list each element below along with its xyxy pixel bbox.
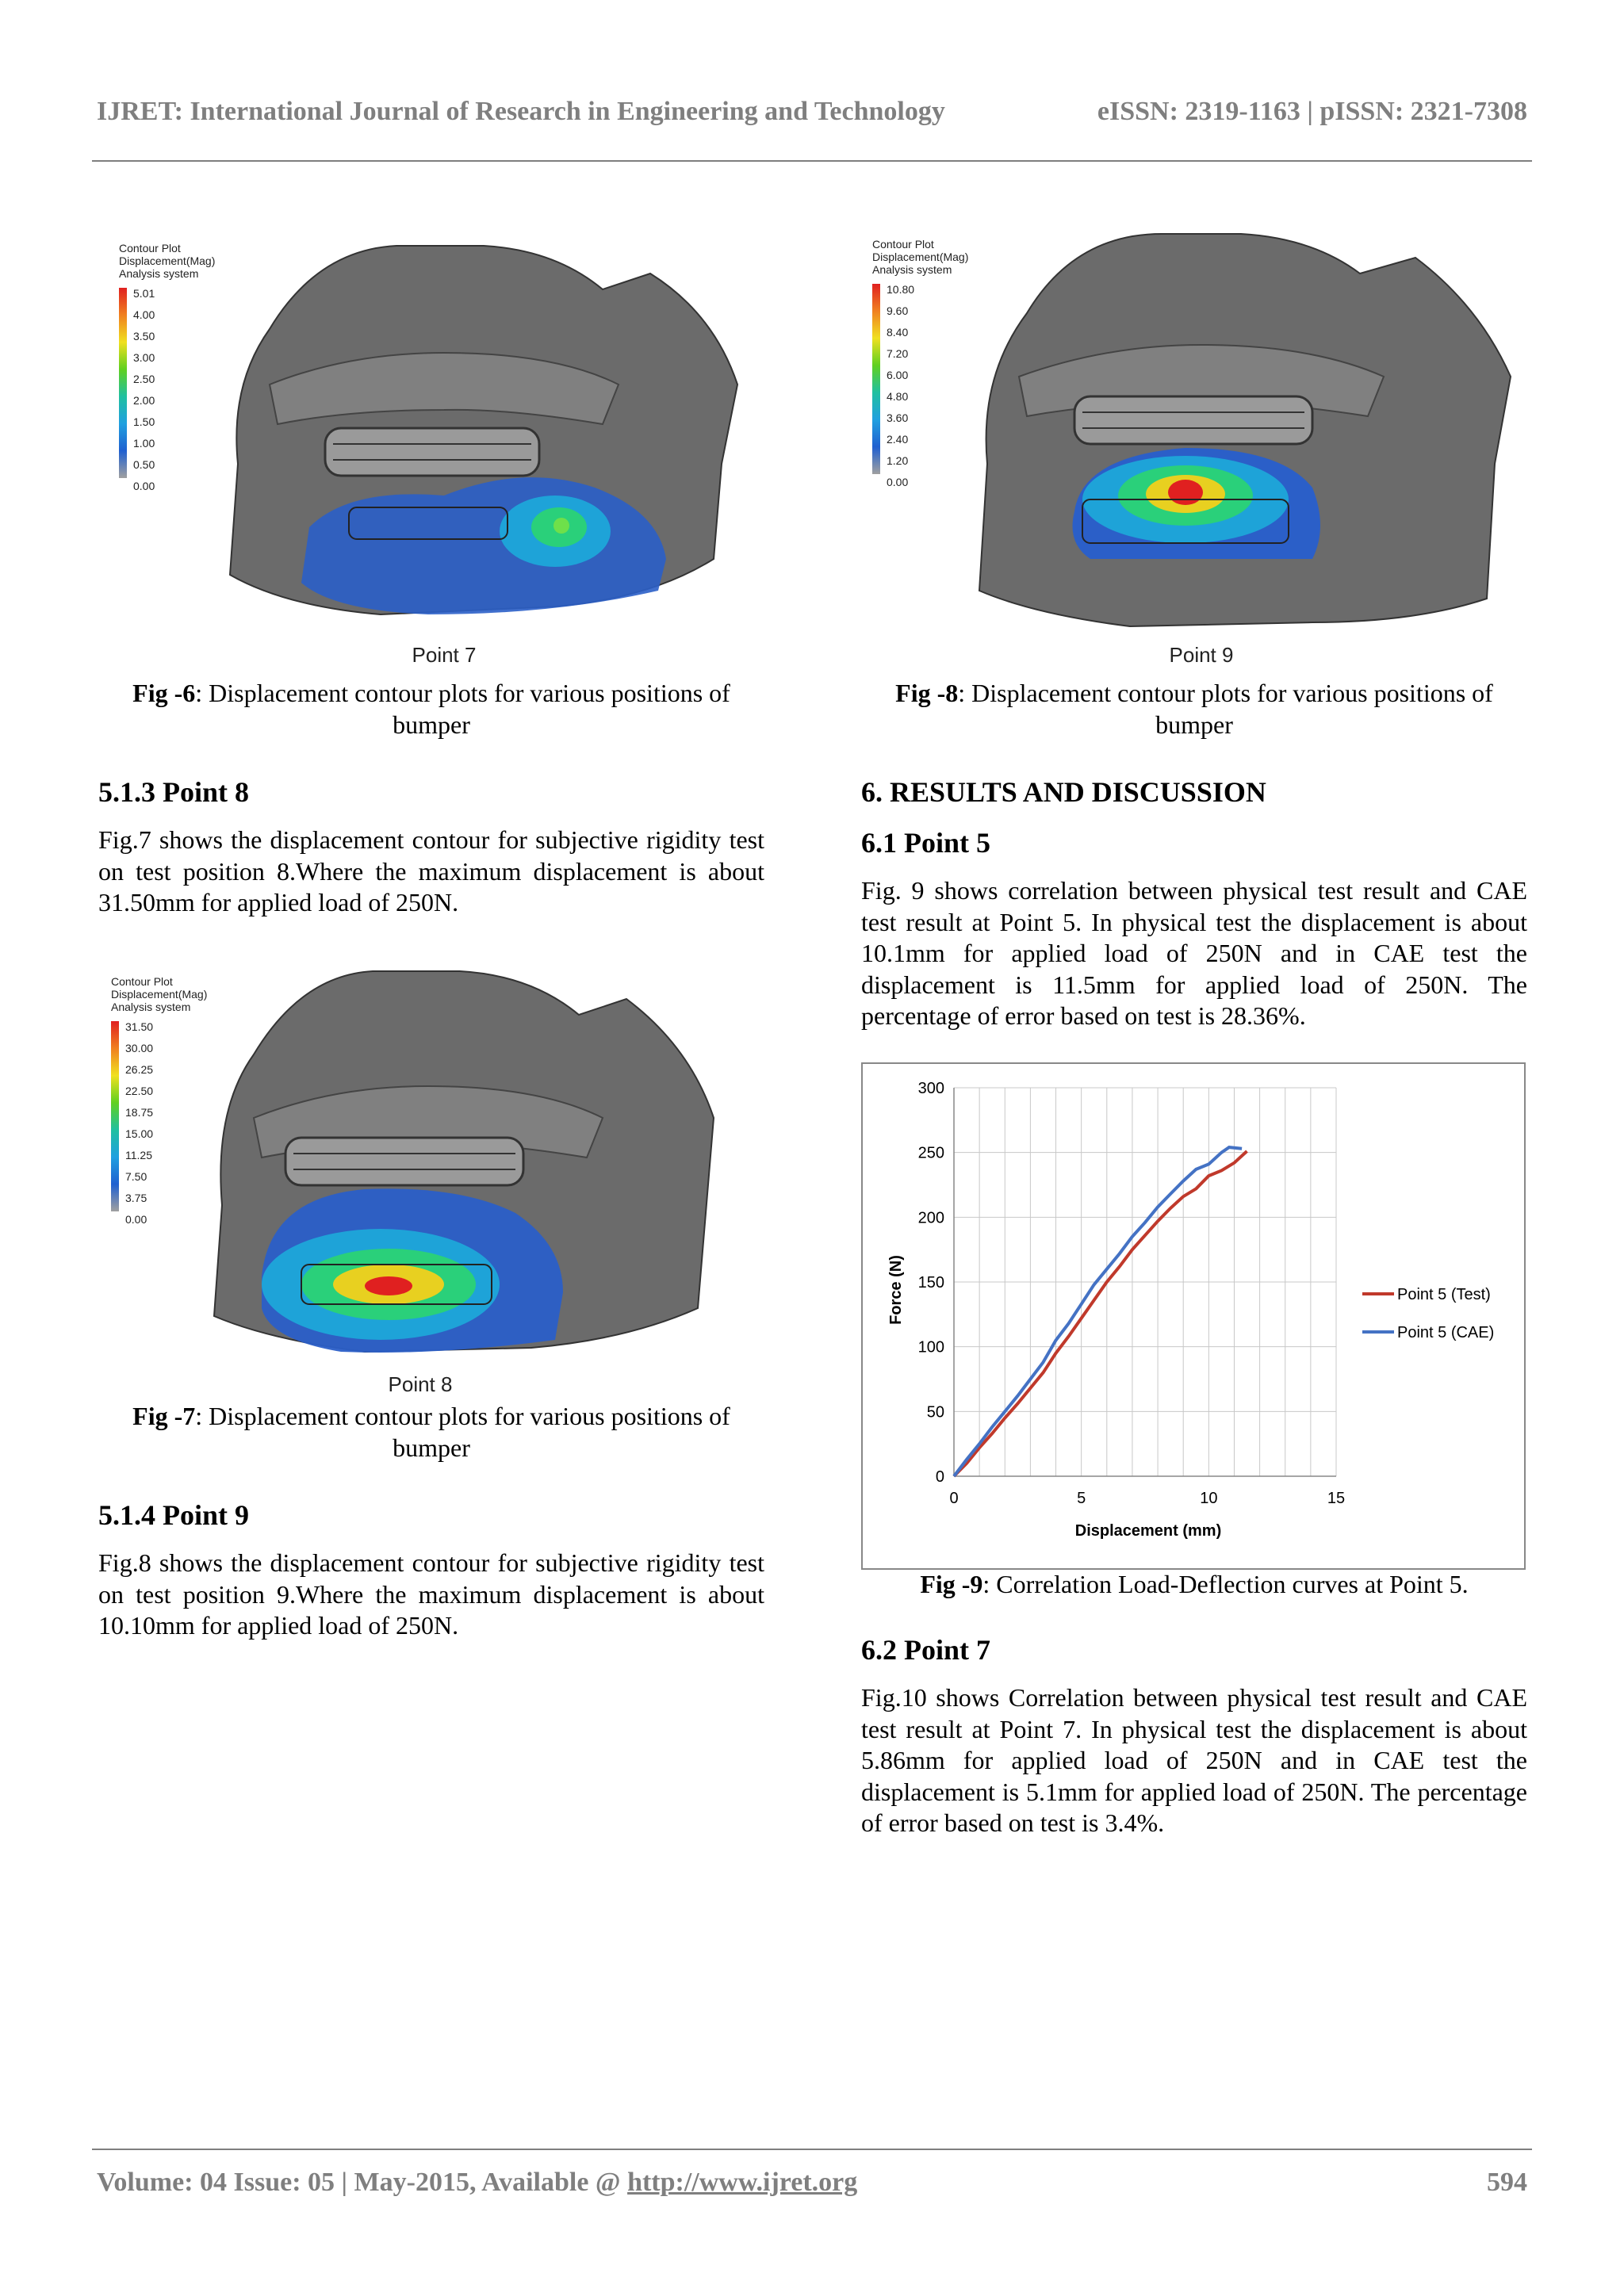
fig7-caption-text: : Displacement contour plots for various positions of bumper — [195, 1402, 730, 1462]
fig6-legend-value: 1.00 — [133, 437, 155, 450]
fig8-legend-value: 4.80 — [887, 390, 909, 403]
y-tick-label: 50 — [926, 1403, 944, 1422]
section-heading-514: 5.1.4 Point 9 — [98, 1499, 250, 1531]
fig7-legend-value: 15.00 — [125, 1127, 154, 1140]
fig8-legend-value: 0.00 — [887, 476, 909, 488]
fig8-legend-value: 9.60 — [887, 304, 909, 317]
fig8-legend-value: 1.20 — [887, 454, 909, 467]
y-axis-label: Force (N) — [887, 1255, 905, 1325]
fig8-legend-title-2: Displacement(Mag) — [872, 251, 969, 263]
fig8-caption — [861, 677, 1527, 740]
fig6-legend — [119, 242, 230, 497]
fig7-image — [103, 959, 753, 1403]
fig8-legend-value: 6.00 — [887, 369, 909, 381]
fig7-legend-value: 26.25 — [125, 1063, 154, 1076]
fig6-legend-title-3: Analysis system — [119, 267, 199, 280]
fig7-legend-value: 22.50 — [125, 1085, 154, 1097]
x-tick-label: 5 — [1077, 1490, 1086, 1507]
y-tick-label: 0 — [935, 1468, 944, 1486]
fig6-legend-value: 2.50 — [133, 373, 155, 385]
load-deflection-chart — [863, 1064, 1524, 1568]
fig9-caption — [861, 1568, 1527, 1600]
fig6-legend-value: 0.50 — [133, 458, 155, 471]
fig7-image-label: Point 8 — [388, 1372, 453, 1396]
fig9-caption-num: Fig -9 — [920, 1570, 983, 1598]
fig6-legend-value: 0.00 — [133, 480, 155, 492]
section-text-61: Fig. 9 shows correlation between physical test result and CAE test result at Point 5. In physical test the displacement is about 10.1mm for applied load of 250N and in CAE test the displacement is 11.5mm for applied load of 250N. The percentage of error based on test is 28.36%. — [861, 876, 1527, 1030]
section-heading-513: 5.1.3 Point 8 — [98, 776, 250, 808]
fig7-legend — [111, 975, 222, 1230]
x-tick-label: 10 — [1200, 1490, 1218, 1507]
fig6-caption — [98, 677, 764, 740]
section-text-62: Fig.10 shows Correlation between physical test result and CAE test result at Point 7. In physical test the displacement is about 5.86mm for applied load of 250N and in CAE test the displacement is 5.1mm for applied load of 250N. The percentage of error based on test is 3.4%. — [861, 1683, 1527, 1837]
header-rule — [92, 160, 1532, 162]
fig6-image — [111, 226, 745, 670]
fig6-image-label: Point 7 — [412, 643, 477, 667]
fig7-legend-value: 3.75 — [125, 1192, 147, 1204]
fig7-legend-value: 0.00 — [125, 1213, 147, 1226]
section-heading-62: 6.2 Point 7 — [861, 1634, 991, 1666]
fig7-legend-title-3: Analysis system — [111, 1001, 191, 1013]
fig8-image-label: Point 9 — [1169, 643, 1234, 667]
fig8-caption-text: : Displacement contour plots for various positions of bumper — [958, 679, 1493, 739]
fig7-legend-value: 30.00 — [125, 1042, 154, 1054]
fig7-legend-value: 31.50 — [125, 1020, 154, 1033]
fig6-caption-text: : Displacement contour plots for various positions of bumper — [195, 679, 730, 739]
page-footer — [97, 2168, 1527, 2198]
page-number: 594 — [1487, 2168, 1527, 2197]
fig8-legend — [872, 238, 983, 493]
fig6-legend-value: 2.00 — [133, 394, 155, 407]
fig8-legend-value: 2.40 — [887, 433, 909, 446]
x-tick-label: 0 — [949, 1490, 959, 1507]
fig6-legend-value: 3.00 — [133, 351, 155, 364]
section-text-514: Fig.8 shows the displacement contour for subjective rigidity test on test position 9.Where the maximum displacement is about 10.10mm for applied load of 250N. — [98, 1548, 764, 1640]
fig7-legend-title-2: Displacement(Mag) — [111, 988, 208, 1001]
legend-label-2: Point 5 (CAE) — [1397, 1324, 1495, 1341]
footer-rule — [92, 2149, 1532, 2150]
fig9-caption-text: : Correlation Load-Deflection curves at Point 5. — [982, 1570, 1469, 1598]
fig8-legend-title-1: Contour Plot — [872, 238, 934, 251]
section-heading-6: 6. RESULTS AND DISCUSSION — [861, 776, 1266, 808]
fig8-legend-value: 3.60 — [887, 411, 909, 424]
fig7-legend-title-1: Contour Plot — [111, 975, 173, 988]
section-heading-61: 6.1 Point 5 — [861, 827, 991, 859]
fig7-legend-value: 18.75 — [125, 1106, 154, 1119]
fig7-legend-value: 11.25 — [125, 1149, 152, 1161]
fig9-chart — [861, 1062, 1526, 1570]
fig8-legend-value: 7.20 — [887, 347, 909, 360]
y-tick-label: 150 — [917, 1274, 944, 1292]
fig6-legend-value: 3.50 — [133, 330, 155, 342]
fig6-legend-value: 4.00 — [133, 308, 155, 321]
footer-volume: Volume: 04 Issue: 05 | May-2015, Available @ — [97, 2168, 628, 2197]
issn: eISSN: 2319-1163 | pISSN: 2321-7308 — [1097, 97, 1527, 126]
series-line-1 — [954, 1151, 1247, 1476]
fig6-caption-num: Fig -6 — [132, 679, 196, 707]
x-axis-label: Displacement (mm) — [1074, 1522, 1222, 1540]
fig7-caption — [98, 1400, 764, 1464]
fig6-legend-value: 1.50 — [133, 415, 155, 428]
footer-link[interactable]: http://www.ijret.org — [627, 2168, 858, 2197]
fig7-legend-value: 7.50 — [125, 1170, 147, 1183]
fig8-caption-num: Fig -8 — [895, 679, 959, 707]
fig8-legend-title-3: Analysis system — [872, 263, 952, 276]
fig6-legend-title-2: Displacement(Mag) — [119, 254, 216, 267]
journal-title: IJRET: International Journal of Research in Engineering and Technology — [97, 97, 945, 126]
section-text-513: Fig.7 shows the displacement contour for subjective rigidity test on test position 8.Where the maximum displacement is about 31.50mm for applied load of 250N. — [98, 825, 764, 916]
fig6-legend-value: 5.01 — [133, 287, 155, 300]
y-tick-label: 200 — [917, 1209, 944, 1227]
fig8-legend-value: 10.80 — [887, 283, 915, 296]
fig7-caption-num: Fig -7 — [132, 1402, 196, 1430]
fig6-legend-title-1: Contour Plot — [119, 242, 181, 254]
legend-label-1: Point 5 (Test) — [1397, 1286, 1491, 1303]
y-tick-label: 300 — [917, 1080, 944, 1097]
fig8-legend-value: 8.40 — [887, 326, 909, 339]
y-tick-label: 100 — [917, 1338, 944, 1357]
fig8-image — [868, 226, 1526, 670]
y-tick-label: 250 — [917, 1144, 944, 1162]
x-tick-label: 15 — [1327, 1490, 1346, 1507]
